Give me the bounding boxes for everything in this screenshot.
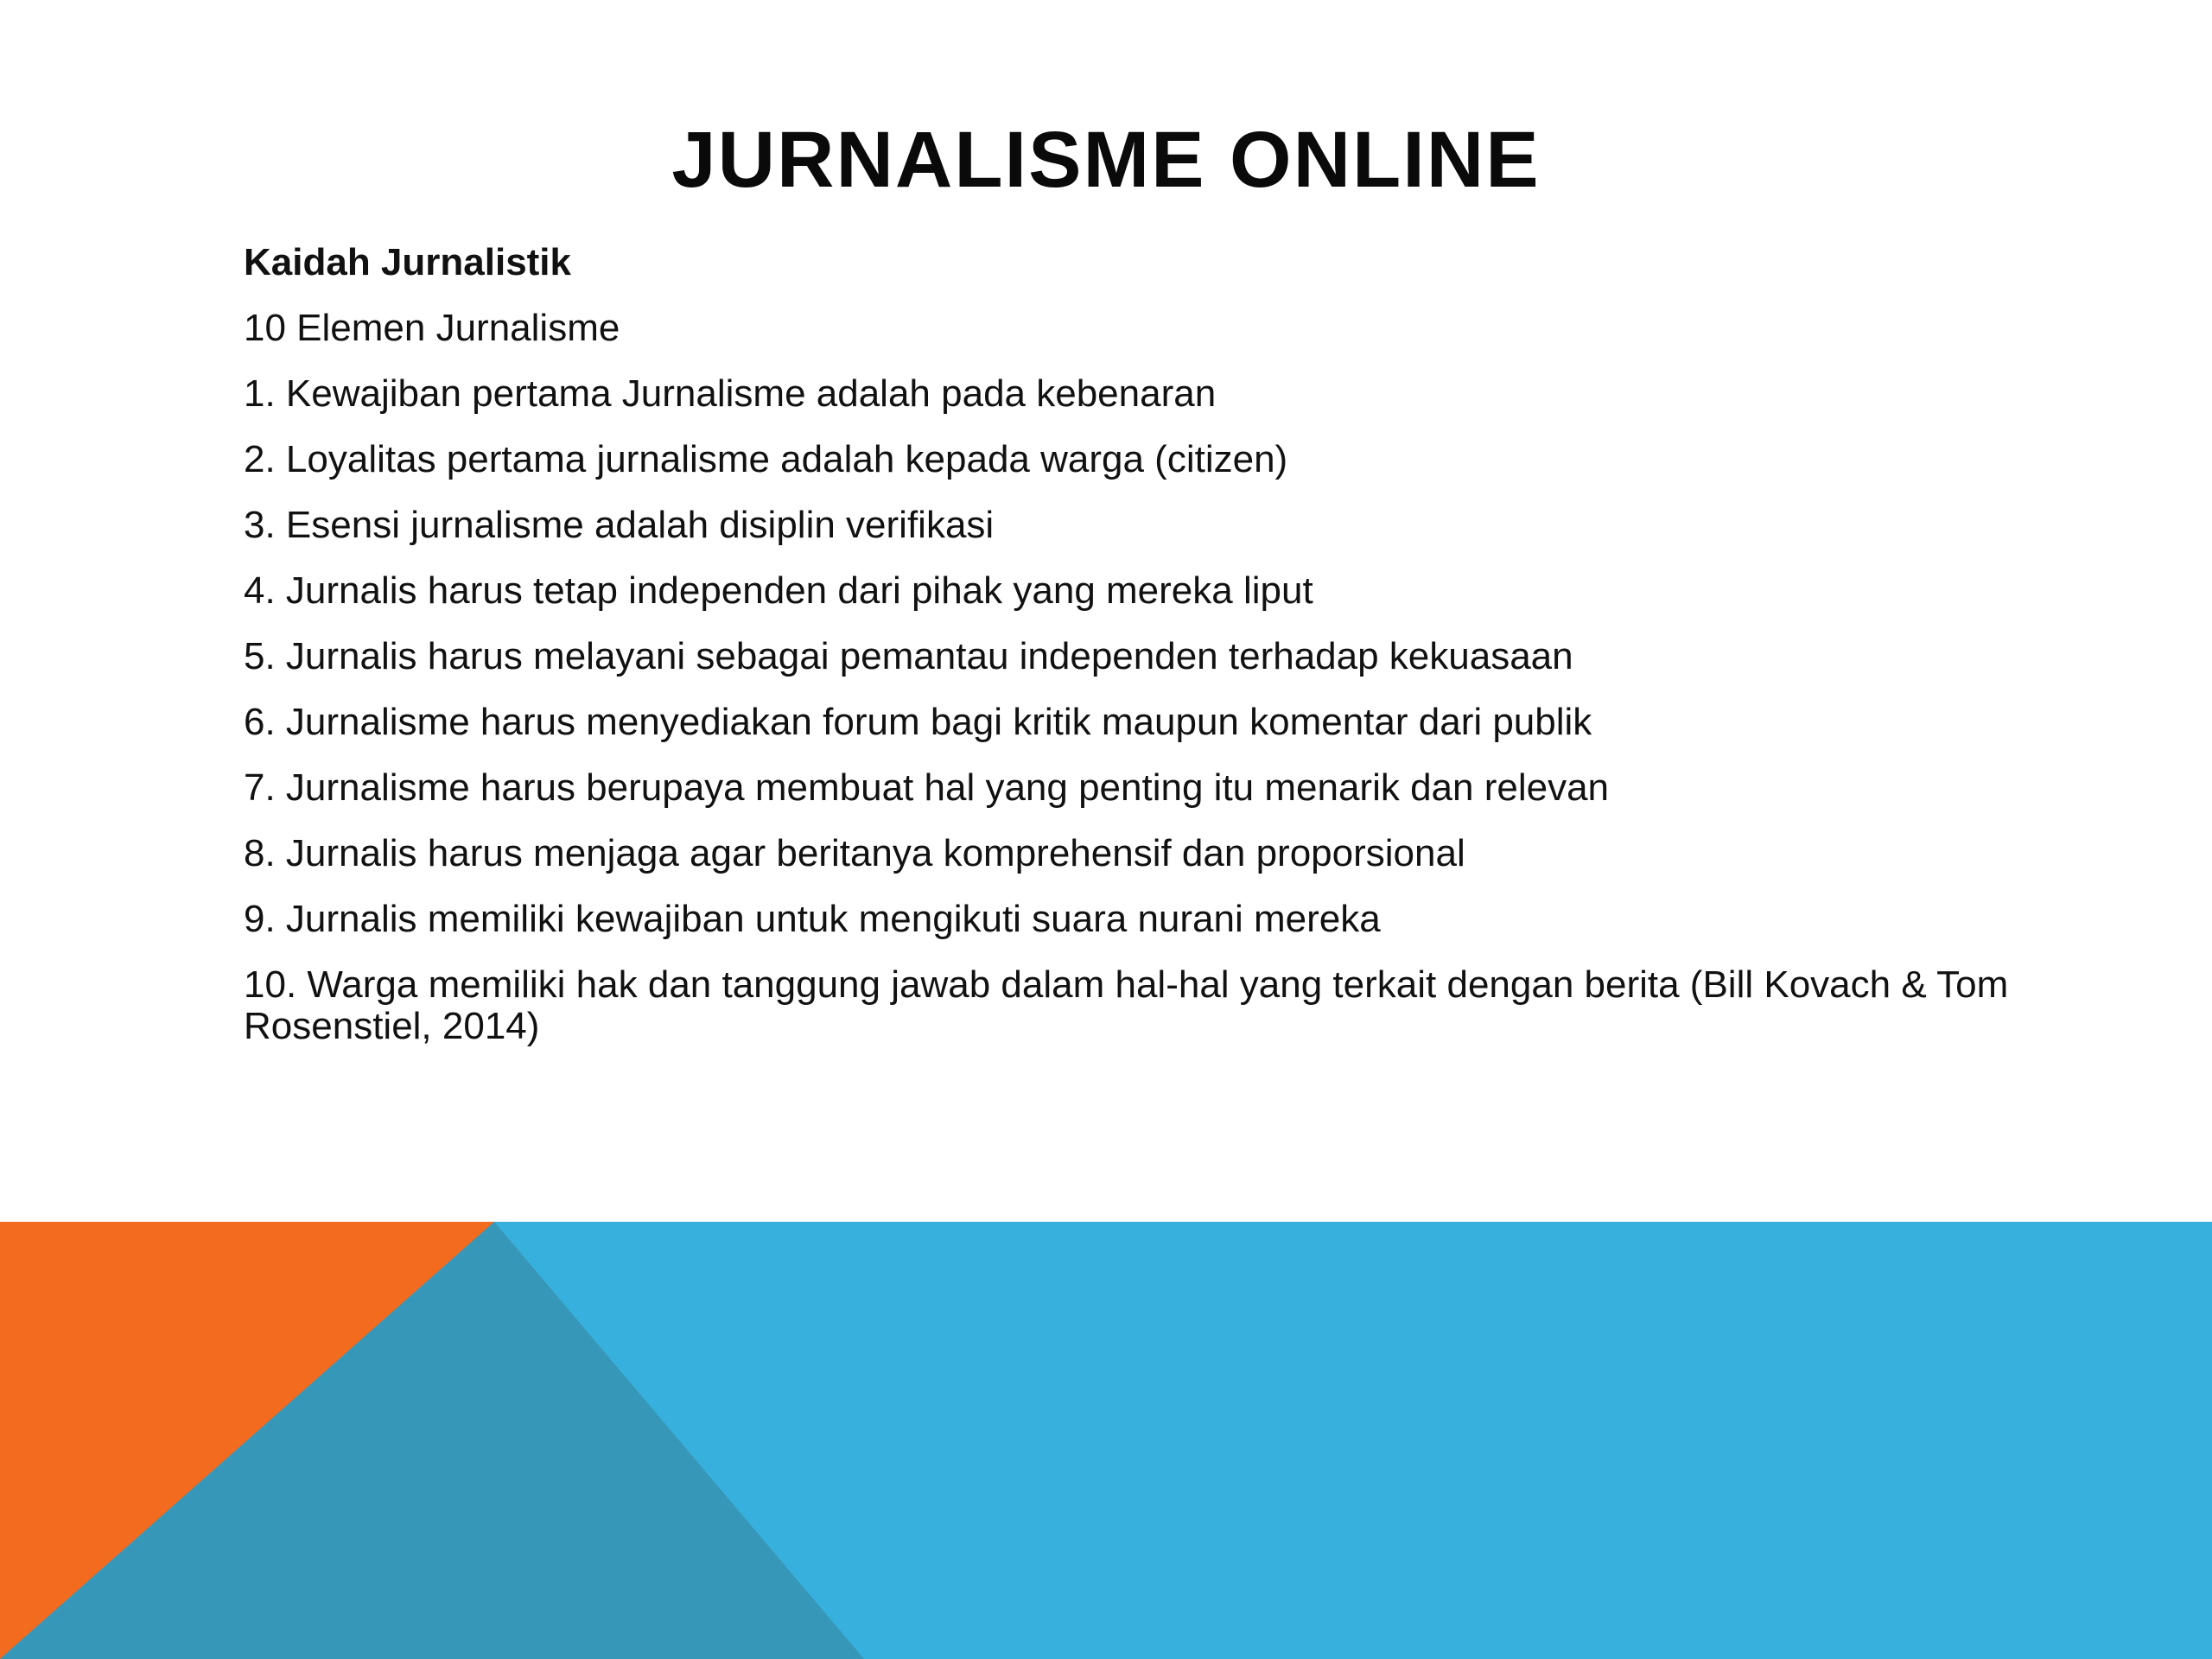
slide-body [244,242,2041,1071]
list-item: 1. Kewajiban pertama Jurnalisme adalah pada kebenaran [244,372,1217,415]
section-heading: Kaidah Jurnalistik [244,241,572,283]
list-item: 10. Warga memiliki hak dan tanggung jawab dalam hal-hal yang terkait dengan berita (Bill Kovach & Tom Rosenstiel, 2014) [244,963,2009,1047]
section-subheading: 10 Elemen Jurnalisme [244,307,620,349]
decorative-footer-band [0,1222,2212,1659]
list-item: 8. Jurnalis harus menjaga agar beritanya komprehensif dan proporsional [244,832,1465,874]
list-item: 9. Jurnalis memiliki kewajiban untuk mengikuti suara nurani mereka [244,898,1381,940]
list-item: 3. Esensi jurnalisme adalah disiplin verifikasi [244,504,995,546]
list-item: 7. Jurnalisme harus berupaya membuat hal yang penting itu menarik dan relevan [244,766,1610,809]
list-item: 5. Jurnalis harus melayani sebagai pemantau independen terhadap kekuasaan [244,635,1573,677]
footer-shapes [0,1222,2212,1659]
list-item: 4. Jurnalis harus tetap independen dari pihak yang mereka liput [244,569,1313,612]
list-item: 6. Jurnalisme harus menyediakan forum bagi kritik maupun komentar dari publik [244,701,1592,743]
slide-title: JURNALISME ONLINE [671,116,1541,204]
list-item: 2. Loyalitas pertama jurnalisme adalah kepada warga (citizen) [244,438,1288,480]
